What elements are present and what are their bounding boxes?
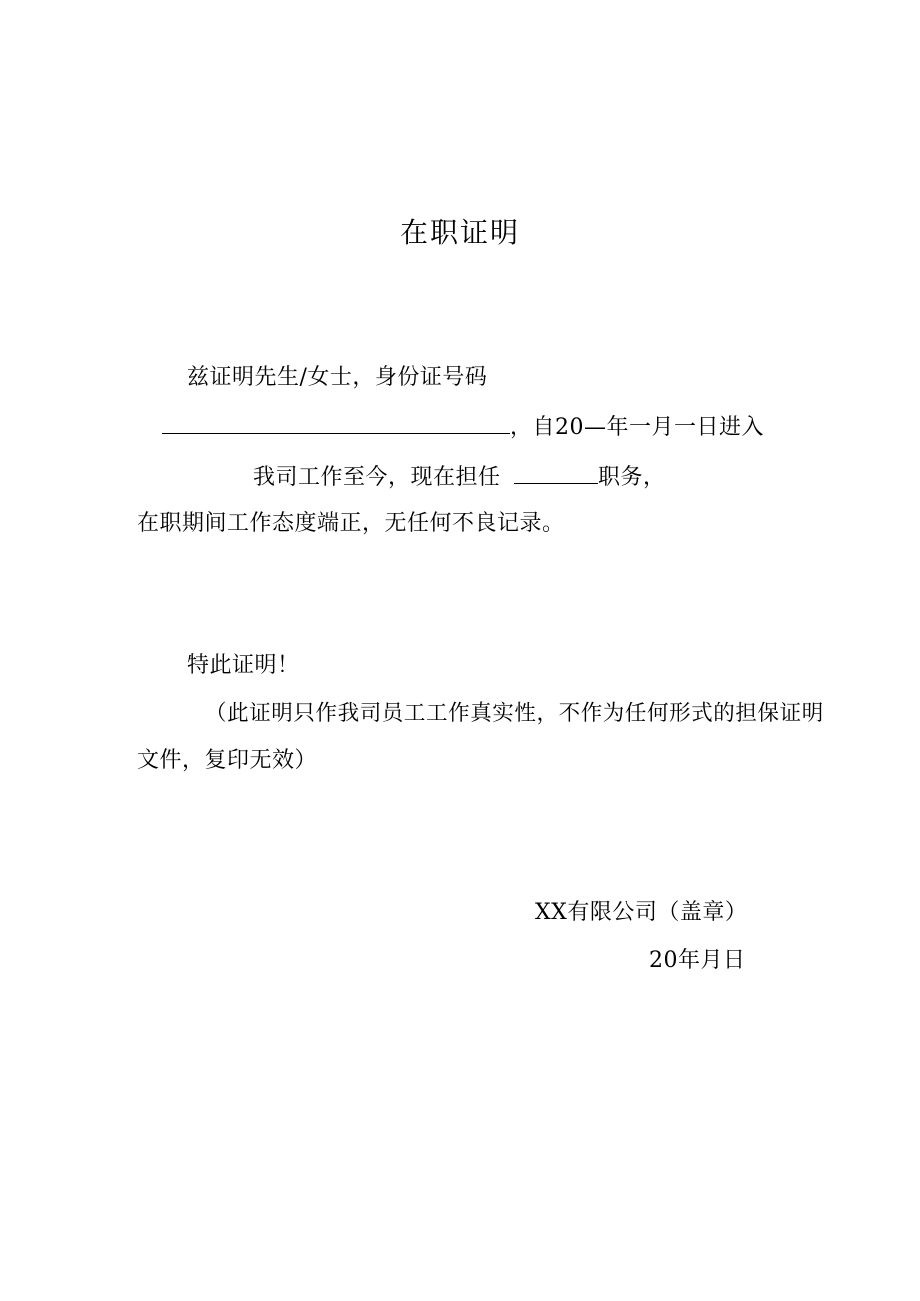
note-line-1: （此证明只作我司员工工作真实性，不作为任何形式的担保证明 bbox=[205, 701, 824, 726]
signature-date: 20年月日 bbox=[649, 948, 746, 973]
position-suffix-text: 职务， bbox=[598, 465, 666, 490]
position-prefix-text: 我司工作至今，现在担任 bbox=[253, 465, 501, 490]
id-number-blank bbox=[162, 411, 510, 434]
statement-line-3 bbox=[253, 461, 666, 493]
company-signature: XX有限公司（盖章） bbox=[535, 900, 748, 925]
document-title: 在职证明 bbox=[399, 216, 520, 249]
statement-line-4: 在职期间工作态度端正，无任何不良记录。 bbox=[137, 511, 565, 536]
start-date-text: ，自20—年一月一日进入 bbox=[510, 415, 764, 440]
closing-text: 特此证明！ bbox=[187, 653, 300, 678]
note-line-2: 文件，复印无效） bbox=[137, 748, 318, 773]
statement-line-1: 兹证明先生/女士，身份证号码 bbox=[187, 365, 488, 390]
statement-line-2 bbox=[162, 411, 764, 443]
position-blank bbox=[514, 461, 598, 484]
